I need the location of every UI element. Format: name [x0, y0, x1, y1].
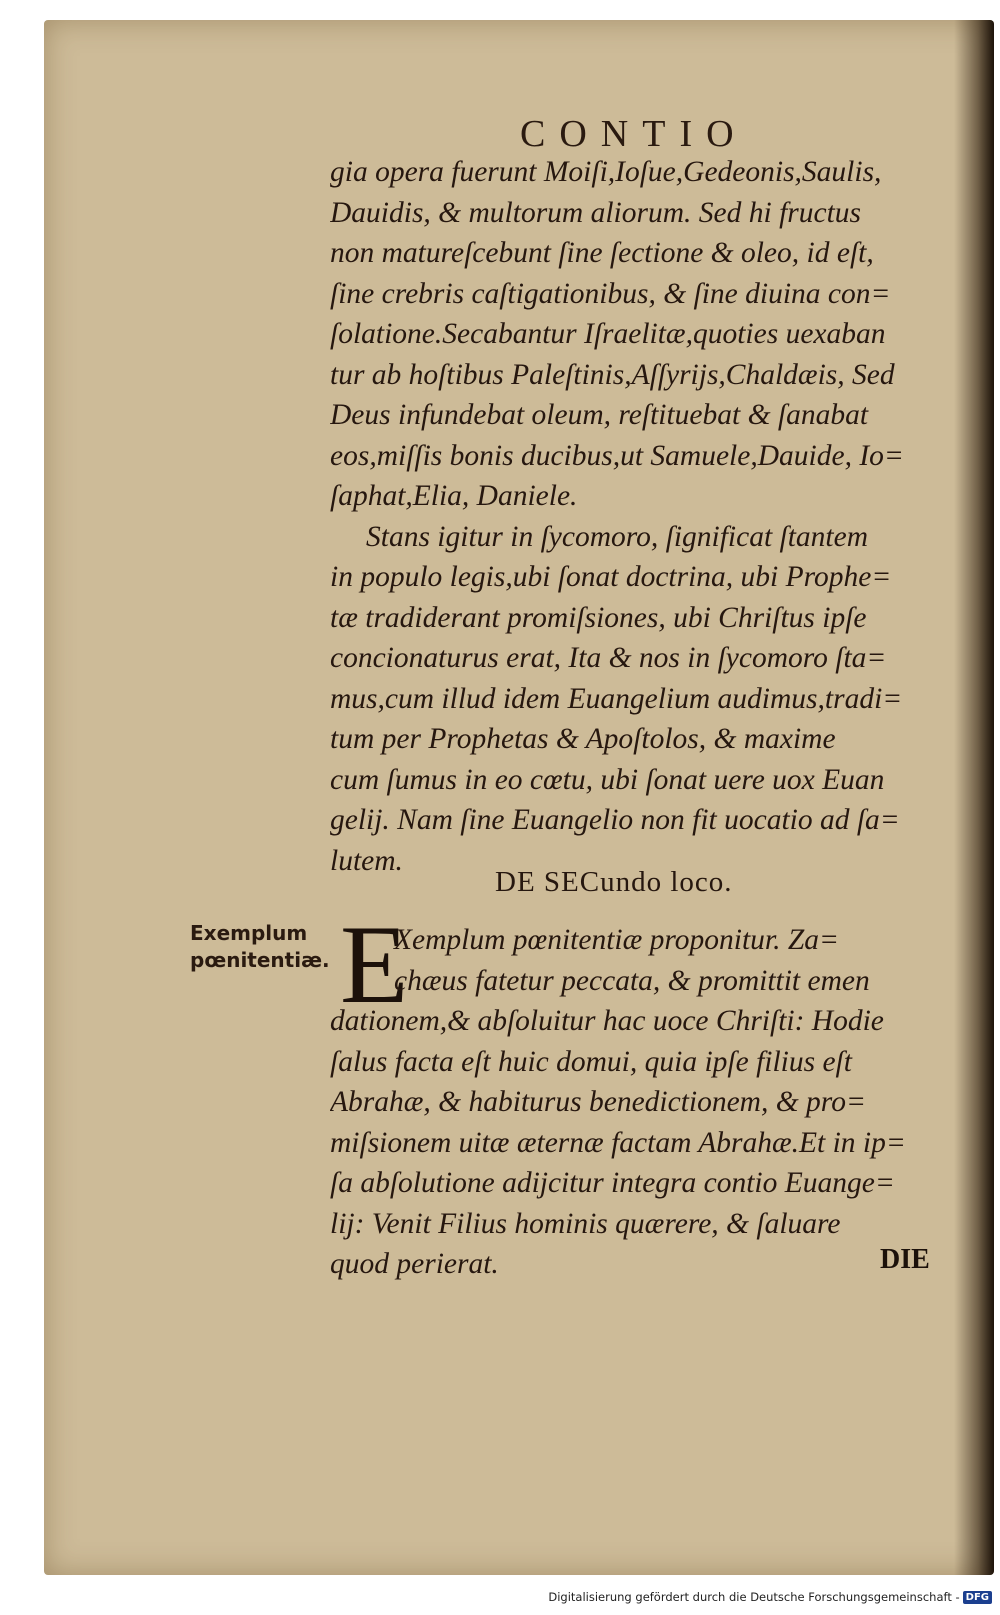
text-line: ſolatione.Secabantur Iſraelitæ,quoties uexaban: [330, 318, 886, 350]
text-line: gia opera fuerunt Moiſi,Ioſue,Gedeonis,Saulis,: [330, 156, 882, 188]
page-edge-shadow: [954, 20, 994, 1575]
text-line: tæ tradiderant promiſsiones, ubi Chriſtus ipſe: [330, 601, 867, 634]
text-line: Dauidis, & multorum aliorum. Sed hi fructus: [330, 196, 862, 229]
paragraph-1: [330, 152, 956, 881]
text-line: Deus infundebat oleum, reſtituebat & ſanabat: [330, 399, 869, 431]
marginal-note-line: Exemplum: [190, 921, 308, 945]
drop-capital: E: [340, 903, 409, 1027]
marginal-note: [190, 920, 330, 974]
text-line: in populo legis,ubi ſonat doctrina, ubi Prophe=: [330, 561, 892, 593]
text-line: lij: Venit Filius hominis quærere, & ſaluare: [330, 1207, 841, 1240]
text-line: chæus fatetur peccata, & promittit emen: [394, 964, 870, 997]
text-line: Stans igitur in ſycomoro, ſignificat ſtantem: [366, 520, 869, 553]
text-line: ſaphat,Elia, Daniele.: [330, 480, 578, 512]
text-line: lutem.: [330, 844, 403, 877]
footer-credit: [548, 1590, 992, 1604]
dfg-logo-icon: DFG: [963, 1591, 992, 1604]
text-line: eos,miſſis bonis ducibus,ut Samuele,Dauide, Io=: [330, 439, 904, 472]
text-line: miſsionem uitæ æternæ factam Abrahæ.Et in ip=: [330, 1126, 906, 1159]
text-line: quod perierat.: [330, 1248, 499, 1280]
text-line: non matureſcebunt ſine ſectione & oleo, id eſt,: [330, 237, 874, 269]
text-line: Xemplum pœnitentiæ proponitur. Za=: [394, 924, 839, 956]
catchword: DIE: [880, 1244, 930, 1275]
running-title: CONTIO: [520, 113, 748, 155]
text-line: ſine crebris caſtigationibus, & ſine diuina con=: [330, 277, 891, 310]
text-line: tum per Prophetas & Apoſtolos, & maxime: [330, 723, 836, 755]
section-heading: DE SECundo loco.: [495, 866, 733, 898]
text-line: mus,cum illud idem Euangelium audimus,tradi=: [330, 682, 903, 715]
text-line: Abrahæ, & habiturus benedictionem, & pro=: [330, 1086, 866, 1118]
text-line: cum ſumus in eo cœtu, ubi ſonat uere uox Euan: [330, 763, 885, 796]
marginal-note-line: pœnitentiæ.: [190, 948, 330, 972]
text-line: tur ab hoſtibus Paleſtinis,Aſſyrijs,Chaldæis, Sed: [330, 358, 895, 391]
text-line: ſalus facta eſt huic domui, quia ipſe filius eſt: [330, 1045, 852, 1078]
text-line: ſa abſolutione adijcitur integra contio Euange=: [330, 1167, 895, 1199]
paragraph-2: [330, 920, 956, 1285]
text-line: dationem,& abſoluitur hac uoce Chriſti: Hodie: [330, 1005, 884, 1037]
footer-text: Digitalisierung gefördert durch die Deutsche Forschungsgemeinschaft -: [548, 1590, 960, 1604]
text-line: concionaturus erat, Ita & nos in ſycomoro ſta=: [330, 642, 887, 674]
text-line: gelij. Nam ſine Euangelio non fit uocatio ad ſa=: [330, 804, 900, 836]
